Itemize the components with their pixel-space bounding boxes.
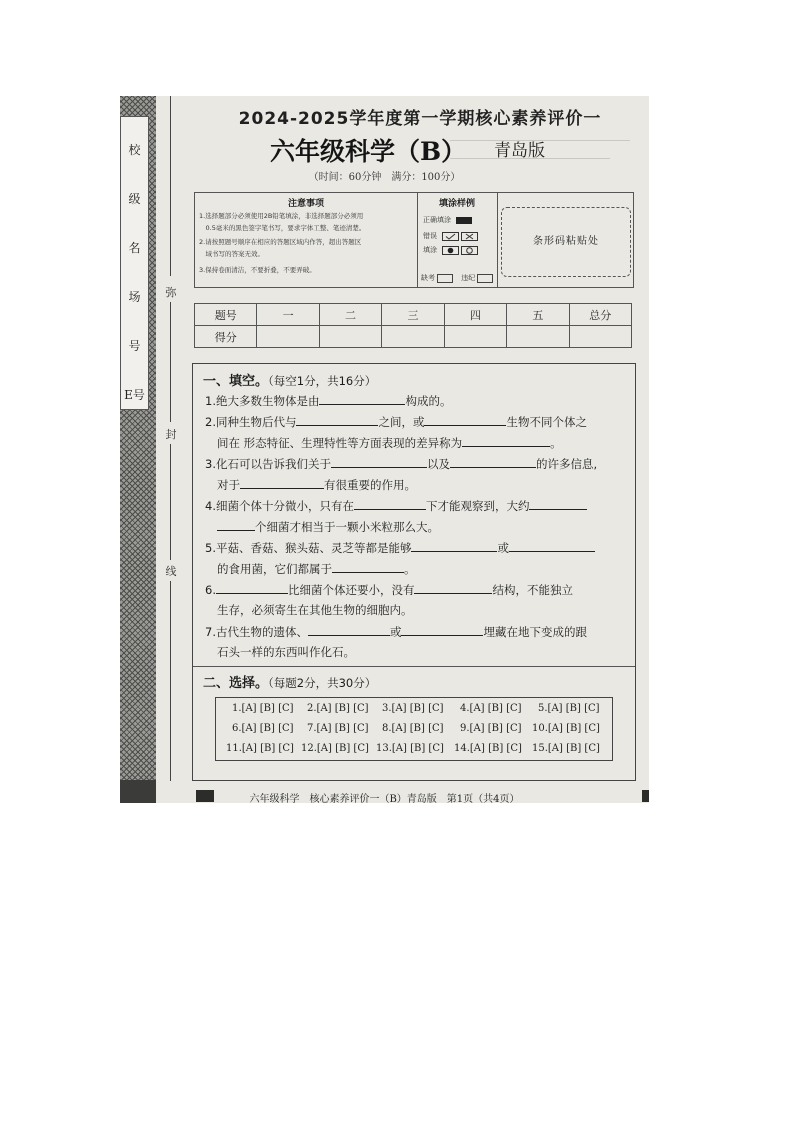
answer-area [192, 363, 636, 781]
label-room: 场 [128, 290, 141, 304]
fill-correct-label: 正确填涂 [423, 216, 451, 224]
notice-heading: 注意事项 [287, 199, 324, 209]
fill-wrong-label: 错误 [423, 232, 437, 240]
choice-answer-item[interactable]: 14.[A] [B] [C] [454, 743, 522, 754]
exam-time-info: （时间：60分钟 满分：100分） [308, 172, 461, 183]
answer-blank[interactable] [308, 621, 390, 636]
student-info-column [120, 116, 149, 410]
answer-blank[interactable] [354, 495, 426, 510]
choice-answer-item[interactable]: 7.[A] [B] [C] [307, 723, 369, 734]
answer-blank[interactable] [424, 411, 506, 426]
violation-box[interactable] [477, 274, 493, 283]
choice-answer-item[interactable]: 4.[A] [B] [C] [460, 703, 522, 714]
score-cell[interactable] [319, 326, 381, 348]
section-divider [193, 666, 635, 667]
fill-question-3: 3.化石可以告诉我们关于 以及 的许多信息, [205, 453, 597, 475]
absent-box[interactable] [437, 274, 453, 283]
answer-blank[interactable] [240, 474, 324, 489]
choice-answer-item[interactable]: 2.[A] [B] [C] [307, 703, 369, 714]
exam-sheet-photo [120, 96, 649, 803]
fill-question-5-cont: 的食用菌，它们都属于 。 [217, 558, 416, 580]
score-header-row [195, 304, 632, 326]
fill-example-heading: 填涂样例 [438, 199, 475, 209]
section2-points: （每题2分，共30分） [268, 676, 377, 690]
seal-char-2: 封 [165, 428, 177, 441]
answer-blank[interactable] [296, 411, 378, 426]
notice-line: 3.保持卷面清洁，不要折叠，不要弄破。 [199, 266, 316, 274]
notice-box [194, 192, 634, 288]
answer-blank[interactable] [319, 390, 405, 405]
score-header-cell: 二 [319, 304, 381, 326]
section2-heading [203, 672, 376, 691]
section1-title: 一、填空。 [203, 374, 269, 389]
answer-row [216, 719, 612, 739]
answer-blank[interactable] [411, 537, 497, 552]
seal-line-mid [170, 302, 171, 422]
barcode-area: 条形码粘贴处 [501, 207, 631, 277]
section2-title: 二、选择。 [203, 676, 269, 691]
label-seat: 号 [128, 339, 141, 353]
answer-blank[interactable] [414, 579, 492, 594]
choice-answer-item[interactable]: 8.[A] [B] [C] [382, 723, 444, 734]
seal-line-bottom [170, 581, 171, 781]
notice-line: 0.5毫米的黑色签字笔书写，要求字体工整、笔迹清楚。 [199, 224, 366, 232]
fill-wrong-row [423, 231, 478, 241]
label-exam-number: E号 [124, 388, 145, 402]
answer-blank[interactable] [217, 516, 255, 531]
fill-question-1: 1.绝大多数生物体是由 构成的。 [205, 390, 451, 412]
score-cell[interactable] [569, 326, 631, 348]
fill-question-6: 6. 比细菌个体还要小，没有 结构，不能独立 [205, 579, 573, 601]
score-header-cell: 一 [257, 304, 319, 326]
choice-answer-item[interactable]: 13.[A] [B] [C] [376, 743, 444, 754]
answer-row [216, 739, 612, 759]
fill-wrong-label-2: 填涂 [423, 246, 437, 254]
absence-marks [421, 273, 499, 283]
answer-blank[interactable] [331, 453, 427, 468]
choice-answer-item[interactable]: 15.[A] [B] [C] [532, 743, 600, 754]
choice-answer-grid [215, 697, 613, 761]
seal-line-top [170, 96, 171, 276]
fill-question-4-cont: 个细菌才相当于一颗小米粒那么大。 [217, 516, 439, 538]
exam-title: 2024-2025学年度第一学期核心素养评价一 [238, 109, 602, 129]
absent-label: 缺考 [421, 274, 435, 282]
label-class: 级 [128, 192, 141, 206]
seal-char-1: 弥 [165, 286, 177, 299]
choice-answer-item[interactable]: 5.[A] [B] [C] [538, 703, 600, 714]
notice-line: 域书写的答案无效。 [199, 250, 264, 258]
score-table [194, 303, 632, 348]
notice-panel [195, 193, 418, 287]
choice-answer-item[interactable]: 12.[A] [B] [C] [301, 743, 369, 754]
label-name: 名 [128, 241, 141, 255]
fill-question-5: 5.平菇、香菇、猴头菇、灵芝等都是能够 或 [205, 537, 595, 559]
answer-blank[interactable] [450, 453, 536, 468]
answer-blank[interactable] [401, 621, 483, 636]
filled-bubble-icon [456, 217, 472, 224]
fill-question-3-cont: 对于 有很重要的作用。 [217, 474, 416, 496]
answer-blank[interactable] [216, 579, 288, 594]
section1-points: （每空1分，共16分） [268, 374, 377, 388]
fill-question-2-cont: 间在 形态特征、生理特性等方面表现的差异称为 。 [217, 432, 562, 454]
score-header-cell: 题号 [195, 304, 257, 326]
violation-label: 违纪 [461, 274, 476, 282]
label-school: 校 [128, 143, 141, 157]
score-cell[interactable] [257, 326, 319, 348]
choice-answer-item[interactable]: 11.[A] [B] [C] [226, 743, 294, 754]
choice-answer-item[interactable]: 6.[A] [B] [C] [232, 723, 294, 734]
score-value-row [195, 326, 632, 348]
seal-line-lower [170, 444, 171, 560]
fill-question-2: 2.同种生物后代与 之间，或 生物不同个体之 [205, 411, 587, 433]
choice-answer-item[interactable]: 1.[A] [B] [C] [232, 703, 294, 714]
wrong-mark-icons [442, 232, 478, 241]
choice-answer-item[interactable]: 3.[A] [B] [C] [382, 703, 444, 714]
answer-blank[interactable] [509, 537, 595, 552]
notice-line: 1.选择题部分必须使用2B铅笔填涂，非选择题部分必须用 [199, 212, 364, 220]
section1-heading [203, 370, 376, 389]
score-cell[interactable] [444, 326, 506, 348]
exam-subtitle: 六年级科学（B） [270, 137, 467, 166]
choice-answer-item[interactable]: 10.[A] [B] [C] [532, 723, 600, 734]
page-footer: 六年级科学 核心素养评价一（B）青岛版 第1页（共4页） [249, 794, 520, 803]
fill-question-7: 7.古代生物的遗体、 或 埋藏在地下变成的跟 [205, 621, 587, 643]
score-row-label: 得分 [195, 326, 257, 348]
wrong-circle-icons [442, 246, 478, 255]
score-header-cell: 总分 [569, 304, 631, 326]
answer-blank[interactable] [332, 558, 404, 573]
score-header-cell: 五 [507, 304, 569, 326]
answer-row [216, 699, 612, 719]
score-cell[interactable] [382, 326, 444, 348]
notice-line: 2.请按照题号顺序在相应的答题区域内作答，超出答题区 [199, 238, 362, 246]
seal-char-3: 线 [165, 565, 177, 578]
fill-correct-row [423, 215, 472, 225]
score-header-cell: 三 [382, 304, 444, 326]
fill-question-4: 4.细菌个体十分微小，只有在 下才能观察到，大约 [205, 495, 587, 517]
exam-edition: 青岛版 [494, 141, 545, 161]
fill-question-7-cont: 石头一样的东西叫作化石。 [217, 645, 355, 659]
fill-wrong-row-2 [423, 245, 478, 255]
choice-answer-item[interactable]: 9.[A] [B] [C] [460, 723, 522, 734]
answer-blank[interactable] [462, 432, 550, 447]
score-header-cell: 四 [444, 304, 506, 326]
answer-blank[interactable] [529, 495, 587, 510]
score-cell[interactable] [507, 326, 569, 348]
fill-question-6-cont: 生存，必须寄生在其他生物的细胞内。 [217, 603, 413, 617]
